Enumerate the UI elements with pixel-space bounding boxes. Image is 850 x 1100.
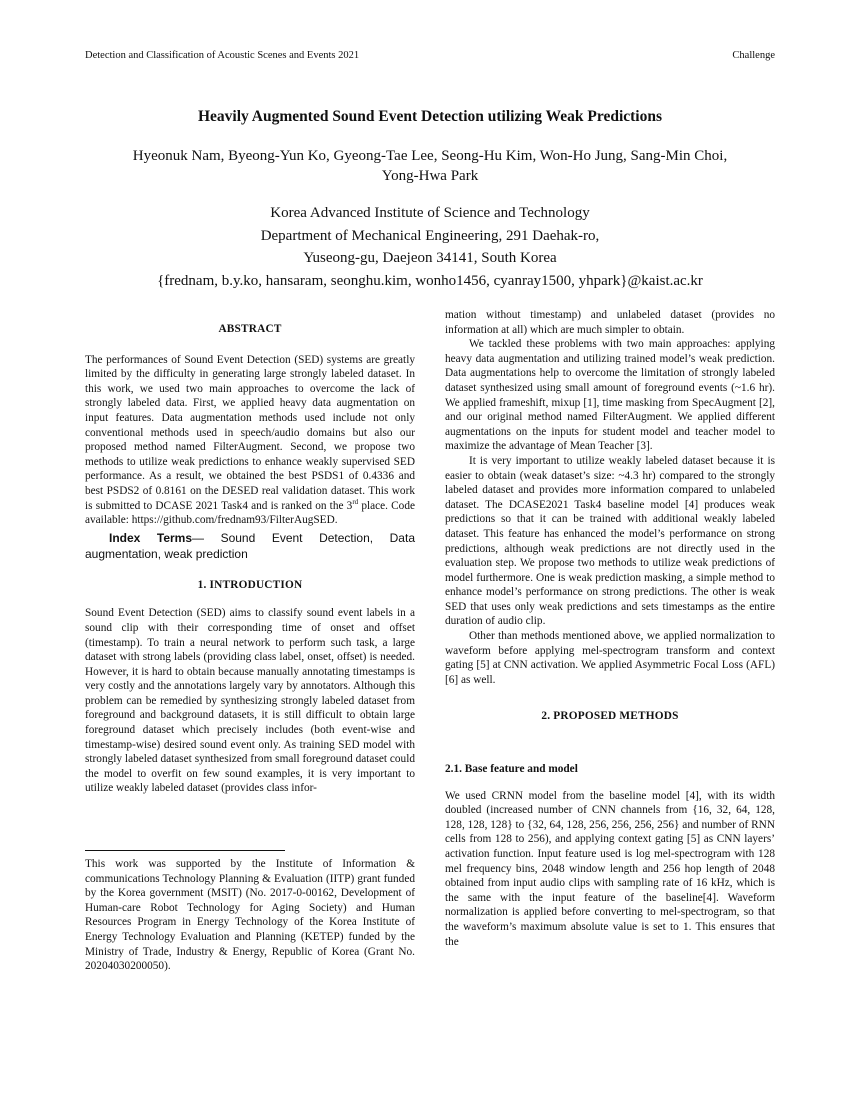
left-column — [85, 308, 415, 796]
index-terms-text: — Sound Event Detection, Data augmentation, weak prediction — [85, 530, 415, 561]
index-terms-label: Index Terms — [109, 530, 193, 545]
intro-paragraph-4: Other than methods mentioned above, we applied normalization to waveform before applying mel-spectrogram transform and context gating [5] at CNN activation. We applied Asymmetric Focal Loss (AFL) [6] as well. — [445, 630, 775, 686]
abstract-heading: ABSTRACT — [218, 323, 282, 335]
affiliation-line-2: Department of Mechanical Engineering, 291 Daehak-ro, — [260, 227, 600, 244]
running-header-left: Detection and Classification of Acoustic Scenes and Events 2021 — [85, 50, 360, 61]
intro-paragraph-3: It is very important to utilize weakly labeled dataset because it is easier to obtain (weak dataset’s size: ~4.3 hr) compared to the strongly labeled dataset and provides more information compared to unlabeled dataset. The DCASE2021 Task4 baseline model [4] produces weak predictions so that it can be trained with additional weakly labeled dataset. This feature has enhanced the model’s performance on strong predictions, although weak predictions are not directly used in the evaluation step. We propose two methods to utilize weak predictions of model furthermore. One is weak prediction masking, a simple method to enhance model’s performance on strong predictions. The other is weak SED that uses only weak predictions and sets timestamps as the entire duration of audio clip. — [445, 454, 775, 628]
running-header-right: Challenge — [732, 50, 775, 61]
author-list — [85, 146, 775, 186]
intro-paragraph-1: Sound Event Detection (SED) aims to classify sound event labels in a sound clip with their corresponding time of onset and offset (timestamp). To train a neural network to perform such task, a large dataset with strong labels (providing class label, onset, offset) is needed. However, it is hard to obtain because manually annotating timestamps is very costly and the annotations largely vary by annotators. Although this problem can be remedied by synthesizing strongly labeled dataset from foreground and background datasets, it is still difficult to obtain large foreground dataset which precisely includes (both event-wise and timestamp-wise) desired sound event only. As training SED model with strongly labeled dataset synthesized from small foreground dataset could the model to overfit on few sound examples, it is very important to utilize weakly labeled dataset (provides class infor- — [85, 607, 415, 795]
ordinal-superscript: rd — [352, 497, 359, 506]
abstract-body-end: place. Code available: https://github.com/frednam93/FilterAugSED. — [85, 499, 415, 527]
paper-title: Heavily Augmented Sound Event Detection utilizing Weak Predictions — [197, 108, 663, 125]
section-heading-proposed-methods: 2. PROPOSED METHODS — [541, 710, 679, 723]
subsection-heading-base-feature: 2.1. Base feature and model — [445, 763, 578, 776]
footnote-divider — [85, 850, 285, 851]
section-heading-introduction: 1. INTRODUCTION — [197, 578, 303, 591]
authors-line-2: Yong-Hwa Park — [381, 168, 479, 184]
affiliation-line-1: Korea Advanced Institute of Science and Technology — [270, 205, 590, 221]
intro-paragraph-2: We tackled these problems with two main approaches: applying heavy data augmentation and utilizing trained model’s weak prediction. Data augmentations help to overcome the limitation of strongly labeled dataset synthesized using small amount of foreground events (~1.6 hr). We applied frameshift, mixup [1], time masking from SpecAugment [2], and our original method named FilterAugment. We applied different augmentations on the inputs for student model and teacher model to maximize the advantage of Mean Teacher [3]. — [445, 338, 775, 453]
affiliation — [85, 202, 775, 292]
abstract-body: The performances of Sound Event Detection (SED) systems are greatly limited by the difficulty in generating large strongly labeled dataset. In this work, we used two main approaches to overcome the lack of strongly labeled data. First, we applied heavy data augmentation on input features. Data augmentation methods used include not only conventional methods used in speech/audio domains but also our proposed method named FilterAugment. Second, we propose two methods to utilize weak predictions to enhance weakly supervised SED performance. As a result, we obtained the best PSDS1 of 0.4336 and best PSDS2 of 0.8161 on the DESED real validation dataset. This work is submitted to DCASE 2021 Task4 and is ranked on the 3 — [85, 353, 415, 512]
authors-line-1: Hyeonuk Nam, Byeong-Yun Ko, Gyeong-Tae Lee, Seong-Hu Kim, Won-Ho Jung, Sang-Min Choi, — [132, 148, 728, 164]
affiliation-line-3: Yuseong-gu, Daejeon 34141, South Korea — [303, 250, 557, 266]
affiliation-emails: {frednam, b.y.ko, hansaram, seonghu.kim, wonho1456, cyanray1500, yhpark}@kaist.ac.kr — [157, 272, 703, 289]
right-column — [445, 308, 775, 949]
funding-footnote: This work was supported by the Institute of Information & communications Technology Planning & Evaluation (IITP) grant funded by the Korea government (MSIT) (No. 2017-0-00162, Development of Human-care Robot Technology for Aging Society) and Human Resources Program in Energy Technology of the Korea Institute of Energy Technology Evaluation and Planning (KETEP) funded by the Ministry of Trade, Industry & Energy, Republic of Korea (Grant No. 20204030200050). — [85, 858, 415, 973]
index-terms — [85, 530, 415, 562]
abstract-text — [85, 353, 415, 528]
intro-paragraph-1-continued: mation without timestamp) and unlabeled dataset (provides no information at all) which are much simpler to obtain. — [445, 309, 775, 336]
methods-paragraph-1: We used CRNN model from the baseline model [4], with its width doubled (increased number of CNN channels from {16, 32, 64, 128, 128, 128, 128} to {32, 64, 128, 256, 256, 256, 256} and number of RNN cells from 128 to 256), and applying context gating [5] as CNN layers’ activation function. Input feature used is log mel-spectrogram with 128 mel frequency bins, 2048 window length and 256 hop length of 2048 obtained from input audio clips with sampling rate of 16 kHz, which is the same with the input feature of the baseline[4]. Waveform normalization is applied before converting to mel-spectrogram, so that the waveform’s maximum absolute value is set to 1. This ensures that the — [445, 789, 775, 948]
